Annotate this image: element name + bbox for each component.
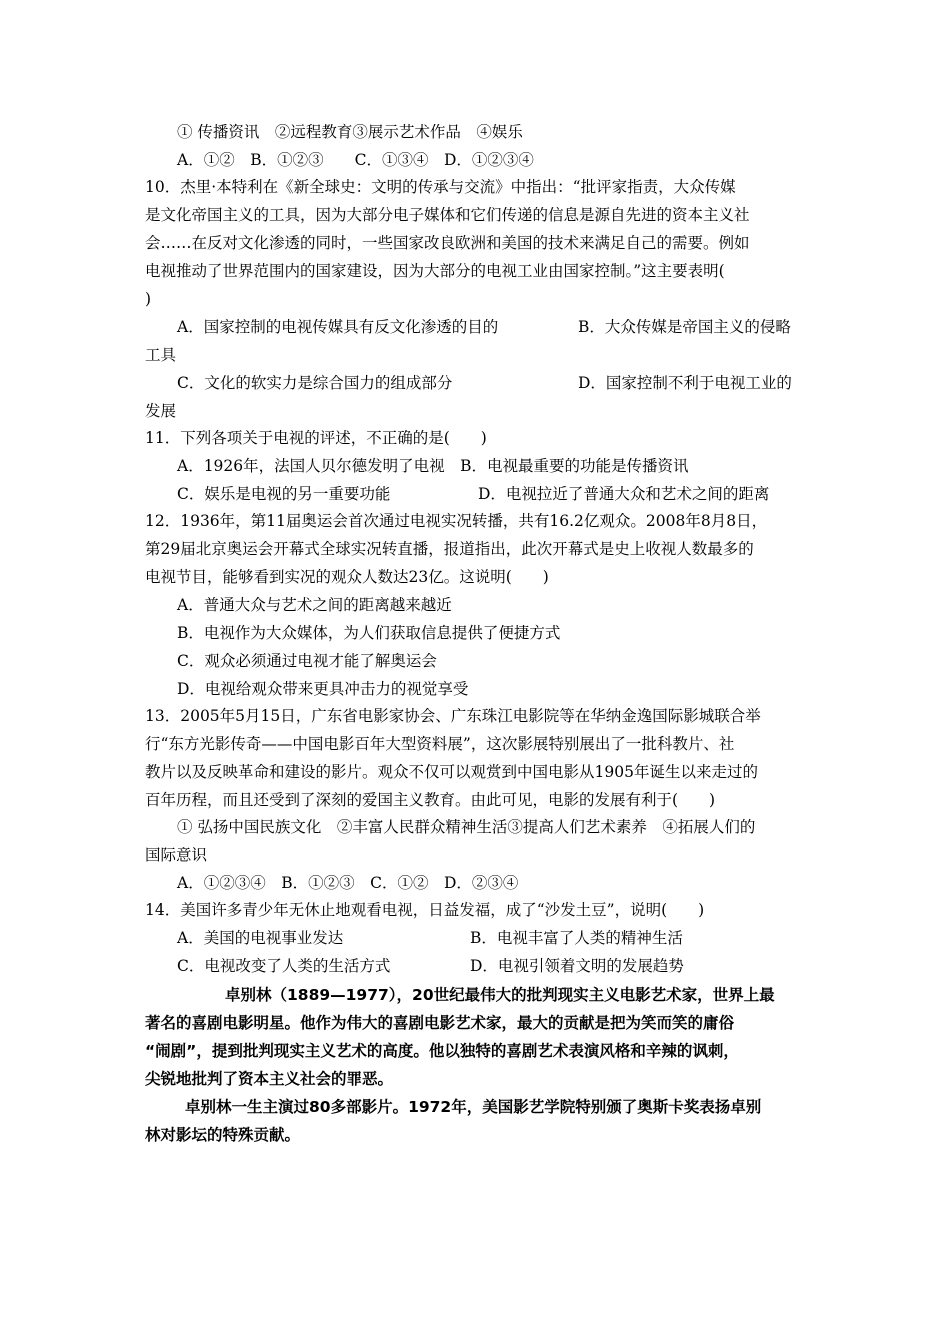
q10-stem-line3: 会……在反对文化渗透的同时，一些国家改良欧洲和美国的技术来满足自己的需要。例如 [145, 234, 750, 252]
q11-stem: 11．下列各项关于电视的评述，不正确的是( ) [145, 429, 487, 447]
q12-option-c: C．观众必须通过电视才能了解奥运会 [177, 652, 437, 670]
q10-option-a: A．国家控制的电视传媒具有反文化渗透的目的 [177, 318, 499, 336]
q12-stem-line2: 第29届北京奥运会开幕式全球实况转直播，报道指出，此次开幕式是史上收视人数最多的 [145, 540, 754, 558]
q11-options-ab: A．1926年，法国人贝尔德发明了电视 B．电视最重要的功能是传播资讯 [177, 457, 689, 475]
q14-option-b: B．电视丰富了人类的精神生活 [470, 929, 683, 947]
q13-options: A．①②③④ B．①②③ C．①② D．②③④ [177, 874, 519, 892]
q11-option-c: C．娱乐是电视的另一重要功能 [177, 485, 391, 503]
q10-option-d-cont: 发展 [145, 402, 177, 420]
q13-statements: ① 弘扬中国民族文化 ②丰富人民群众精神生活③提高人们艺术素养 ④拓展人们的 [177, 818, 756, 836]
q14-option-d: D．电视引领着文明的发展趋势 [470, 957, 684, 975]
q10-stem-line5: ) [145, 290, 152, 308]
q13-statements-cont: 国际意识 [145, 846, 208, 864]
q14-stem: 14．美国许多青少年无休止地观看电视，日益发福，成了“沙发土豆”，说明( ) [145, 901, 705, 919]
q14-option-a: A．美国的电视事业发达 [177, 929, 344, 947]
q12-stem-line1: 12．1936年，第11届奥运会首次通过电视实况转播，共有16.2亿观众。2008年8月8日， [145, 512, 768, 530]
q14-option-c: C．电视改变了人类的生活方式 [177, 957, 391, 975]
chaplin-paragraph-line3: “闹剧”，提到批判现实主义艺术的高度。他以独特的喜剧艺术表演风格和辛辣的讽刺， [145, 1042, 739, 1060]
q11-option-d: D．电视拉近了普通大众和艺术之间的距离 [478, 485, 770, 503]
q10-option-b: B．大众传媒是帝国主义的侵略 [578, 318, 791, 336]
chaplin-paragraph2-line1: 卓别林一生主演过80多部影片。1972年，美国影艺学院特别颁了奥斯卡奖表扬卓别 [185, 1098, 762, 1116]
q13-stem-line2: 行“东方光影传奇——中国电影百年大型资料展”，这次影展特别展出了一批科教片、社 [145, 735, 735, 753]
q12-option-d: D．电视给观众带来更具冲击力的视觉享受 [177, 680, 469, 698]
q12-stem-line3: 电视节目，能够看到实况的观众人数达23亿。这说明( ) [145, 568, 549, 586]
q10-option-d: D．国家控制不利于电视工业的 [578, 374, 792, 392]
q10-stem-line4: 电视推动了世界范围内的国家建设，因为大部分的电视工业由国家控制。”这主要表明( [145, 262, 725, 280]
q10-stem-line2: 是文化帝国主义的工具，因为大部分电子媒体和它们传递的信息是源自先进的资本主义社 [145, 206, 750, 224]
q10-stem-line1: 10．杰里·本特利在《新全球史：文明的传承与交流》中指出：“批评家指责，大众传媒 [145, 178, 736, 196]
q13-stem-line1: 13．2005年5月15日，广东省电影家协会、广东珠江电影院等在华纳金逸国际影城联合举 [145, 707, 761, 725]
q12-option-a: A．普通大众与艺术之间的距离越来越近 [177, 596, 452, 614]
q9-statements: ① 传播资讯 ②远程教育③展示艺术作品 ④娱乐 [177, 123, 523, 141]
q13-stem-line4: 百年历程，而且还受到了深刻的爱国主义教育。由此可见，电影的发展有利于( ) [145, 791, 716, 809]
chaplin-paragraph-line1: 卓别林（1889—1977），20世纪最伟大的批判现实主义电影艺术家，世界上最 [225, 986, 775, 1004]
q12-option-b: B．电视作为大众媒体，为人们获取信息提供了便捷方式 [177, 624, 561, 642]
chaplin-paragraph2-line2: 林对影坛的特殊贡献。 [145, 1126, 301, 1144]
q13-stem-line3: 教片以及反映革命和建设的影片。观众不仅可以观赏到中国电影从1905年诞生以来走过的 [145, 763, 758, 781]
q10-option-b-cont: 工具 [145, 346, 177, 364]
chaplin-paragraph-line4: 尖锐地批判了资本主义社会的罪恶。 [145, 1070, 394, 1088]
q10-option-c: C．文化的软实力是综合国力的组成部分 [177, 374, 453, 392]
chaplin-paragraph-line2: 著名的喜剧电影明星。他作为伟大的喜剧电影艺术家，最大的贡献是把为笑而笑的庸俗 [145, 1014, 735, 1032]
q9-options: A．①② B．①②③ C．①③④ D．①②③④ [177, 151, 534, 169]
